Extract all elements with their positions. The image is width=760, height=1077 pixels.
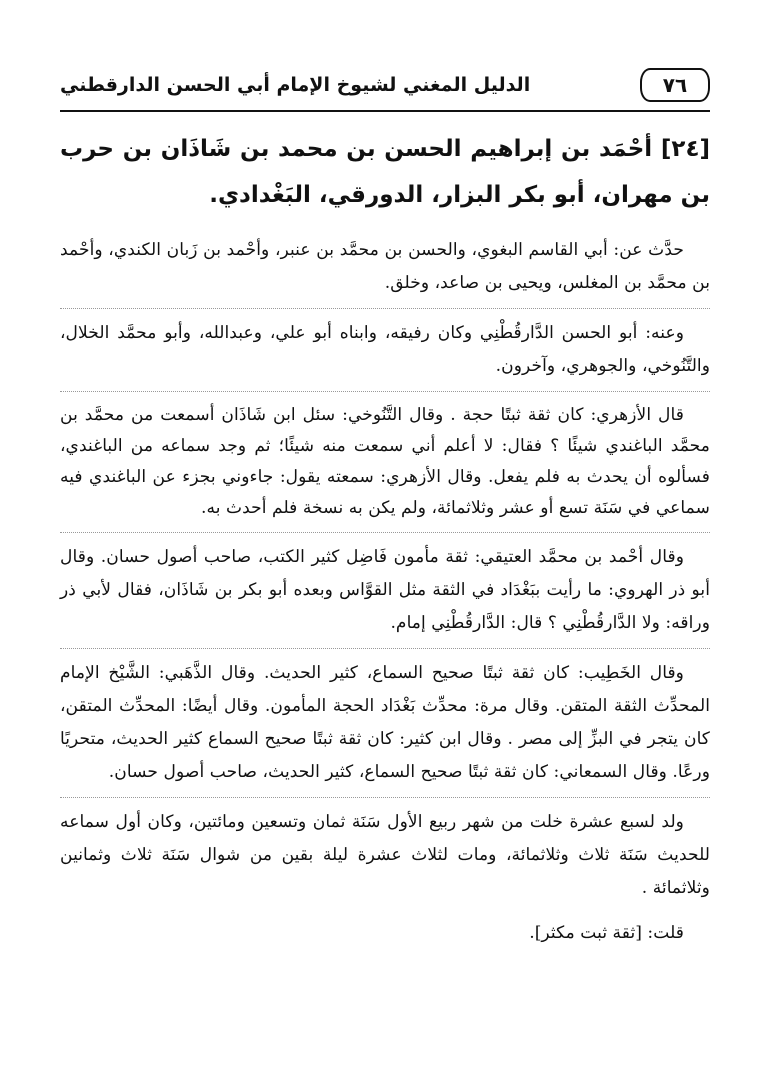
entry-body [60, 234, 710, 950]
entry-heading: [٢٤] أحْمَد بن إبراهيم الحسن بن محمد بن شَاذَان بن حرب بن مهران، أبو بكر البزار، الدورقي، البَغْدادي. [60, 136, 710, 208]
author-note: قلت: [ثقة ثبت مكثر]. [529, 923, 684, 943]
paragraph-atiqi: وقال أحْمد بن محمَّد العتيقي: ثقة مأمون فَاضِل كثير الكتب، صاحب أصول حسان. وقال أبو ذر الهروي: ما رأيت ببَغْدَاد في الثقة مثل القوَّاس وبعده أبو بكر بن شَاذَان، فقال لأبي ذر وراقه: ولا الدَّارقُطْنِي ؟ قال: الدَّارقُطْنِي إمام. [60, 547, 710, 633]
paragraph-teachers: حدَّث عن: أبي القاسم البغوي، والحسن بن محمَّد بن عنبر، وأحْمد بن زَبان الكندي، وأحْمد بن محمَّد بن المغلس، ويحيى بن صاعد، وخلق. [60, 240, 710, 293]
paragraph-khatib: وقال الخَطِيب: كان ثقة ثبتًا صحيح السماع، كثير الحديث. وقال الذَّهَبي: الشَّيْخ الإمام المحدِّث الثقة المتقن. وقال مرة: محدِّث بَغْدَاد الحجة المأمون. وقال أيضًا: المحدِّث المتقن، كان يتجر في البزِّ إلى مصر . وقال ابن كثير: كان ثقة ثبتًا صحيح السماع كثير الحديث، متحريًا ورعًا. وقال السمعاني: كان ثقة ثبتًا صحيح السماع، كثير الحديث، صاحب أصول حسان. [60, 663, 710, 782]
paragraph-divider [60, 797, 710, 798]
paragraph-divider [60, 648, 710, 649]
paragraph-students: وعنه: أبو الحسن الدَّارقُطْنِي وكان رفيقه، وابناه أبو علي، وعبدالله، وأبو محمَّد الخلال، والتَّنُوخي، والجوهري، وآخرون. [60, 323, 710, 376]
paragraph-birth-death: ولد لسبع عشرة خلت من شهر ربيع الأول سَنَة ثمان وتسعين ومائتين، وكان أول سماعه للحديث سَنَة ثلاث وثلاثمائة، ومات لثلاث عشرة ليلة بقين من شوال سَنَة ثلاث وثمانين وثلاثمائة . [60, 812, 710, 898]
page-number: ٧٦ [640, 68, 710, 102]
running-header [60, 60, 710, 112]
paragraph-divider [60, 308, 710, 309]
book-page [60, 60, 710, 1040]
paragraph-azhari: قال الأزهري: كان ثقة ثبتًا حجة . وقال التَّنُوخي: سئل ابن شَاذَان أسمعت من محمَّد بن محمَّد الباغندي شيئًا ؟ فقال: لا أعلم أني سمعت منه شيئًا؛ ثم وجد سماعه من الباغندي، فسألوه أن يحدث به فلم يفعل. وقال الأزهري: سمعته يقول: جاءوني بجزء عن الباغندي فيه سماعي في سَنَة تسع أو عشر وثلاثمائة، ولم يكن به نسخة فلم أحدث به. [60, 405, 710, 518]
book-title: الدليل المغني لشيوخ الإمام أبي الحسن الدارقطني [60, 74, 531, 96]
paragraph-divider [60, 391, 710, 392]
paragraph-divider [60, 532, 710, 533]
